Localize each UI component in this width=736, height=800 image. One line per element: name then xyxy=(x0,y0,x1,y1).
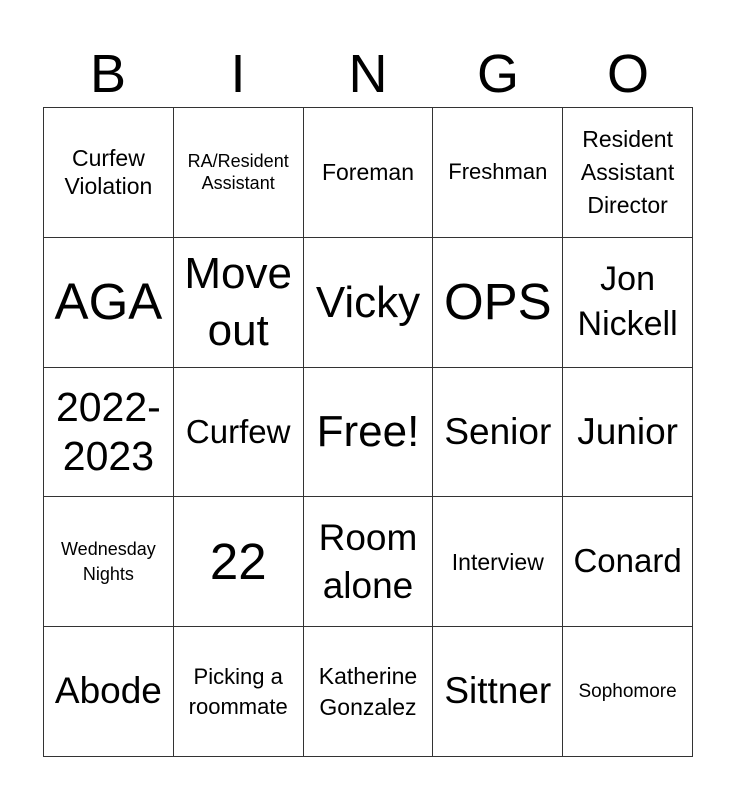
bingo-cell[interactable] xyxy=(433,238,563,368)
cell-text: Room alone xyxy=(318,516,418,606)
bingo-cell[interactable] xyxy=(563,497,693,627)
header-letter-o: O xyxy=(606,44,649,104)
cell-text: Freshman xyxy=(448,158,548,184)
bingo-cell[interactable] xyxy=(563,368,693,498)
bingo-cell[interactable] xyxy=(44,368,174,498)
cell-text: Junior xyxy=(577,410,678,452)
cell-text: Curfew xyxy=(185,412,291,450)
cell-text: AGA xyxy=(54,273,163,331)
bingo-cell[interactable] xyxy=(44,627,174,757)
cell-text: Sophomore xyxy=(578,680,677,702)
bingo-cell[interactable] xyxy=(174,497,304,627)
cell-text: Conard xyxy=(573,542,682,580)
cell-text: 22 xyxy=(209,532,267,590)
bingo-cell[interactable] xyxy=(304,627,434,757)
bingo-cell[interactable] xyxy=(44,238,174,368)
header-letter-n: N xyxy=(348,44,388,104)
cell-text: Resident Assistant Director xyxy=(580,126,675,218)
cell-text: RA/Resident Assistant xyxy=(187,150,289,194)
bingo-cell[interactable] xyxy=(433,108,563,238)
cell-text: Abode xyxy=(54,670,162,712)
bingo-cell[interactable] xyxy=(563,627,693,757)
cell-text: Picking a roommate xyxy=(188,663,288,719)
cell-text: Senior xyxy=(444,410,552,452)
bingo-cell[interactable] xyxy=(44,108,174,238)
cell-text: Vicky xyxy=(315,277,421,327)
bingo-cell[interactable] xyxy=(304,497,434,627)
bingo-header xyxy=(43,44,693,104)
cell-text: Jon Nickell xyxy=(577,260,678,344)
bingo-cell[interactable] xyxy=(563,108,693,238)
bingo-cell[interactable] xyxy=(174,627,304,757)
bingo-cell[interactable] xyxy=(44,497,174,627)
cell-text: OPS xyxy=(443,273,552,331)
bingo-cell[interactable] xyxy=(433,627,563,757)
cell-text: Wednesday Nights xyxy=(61,538,156,584)
header-letter-i: I xyxy=(230,44,246,104)
header-letter-g: G xyxy=(476,44,519,104)
bingo-cell[interactable] xyxy=(433,368,563,498)
bingo-grid xyxy=(43,107,693,757)
bingo-cell[interactable] xyxy=(174,108,304,238)
cell-text: Interview xyxy=(451,548,544,575)
cell-text: Foreman xyxy=(321,159,415,186)
cell-text: Sittner xyxy=(444,670,552,712)
cell-text: Curfew Violation xyxy=(64,145,153,200)
bingo-cell[interactable] xyxy=(304,368,434,498)
bingo-cell[interactable] xyxy=(174,238,304,368)
bingo-cell[interactable] xyxy=(433,497,563,627)
cell-text: Move out xyxy=(184,249,292,356)
cell-text: Katherine Gonzalez xyxy=(318,662,418,720)
bingo-cell[interactable] xyxy=(304,108,434,238)
bingo-cell[interactable] xyxy=(563,238,693,368)
cell-text: Free! xyxy=(316,407,420,457)
bingo-cell[interactable] xyxy=(174,368,304,498)
bingo-cell[interactable] xyxy=(304,238,434,368)
header-letter-b: B xyxy=(89,44,127,104)
cell-text: 2022-2023 xyxy=(55,383,161,479)
